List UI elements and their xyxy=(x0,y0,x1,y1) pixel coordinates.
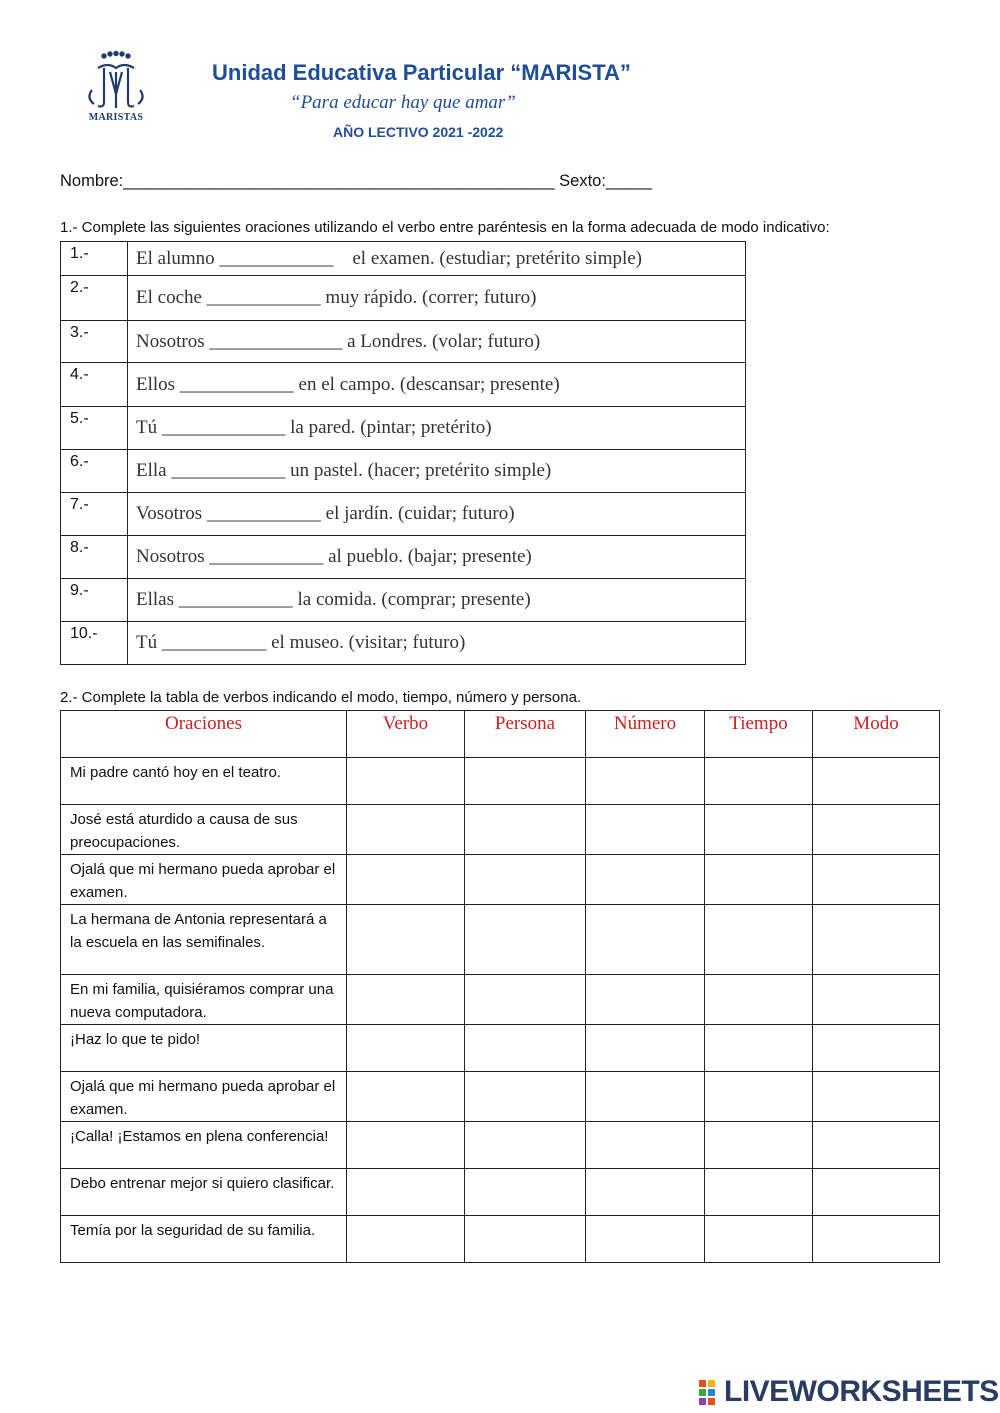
answer-cell-persona[interactable] xyxy=(465,805,586,855)
table-row xyxy=(61,975,940,1025)
fill-in-sentence[interactable]: El coche ____________ muy rápido. (correr; futuro) xyxy=(128,276,746,321)
answer-cell-verbo[interactable] xyxy=(347,1072,465,1122)
answer-cell-numero[interactable] xyxy=(586,1072,705,1122)
answer-cell-modo[interactable] xyxy=(813,1072,940,1122)
table-row xyxy=(61,805,940,855)
answer-cell-tiempo[interactable] xyxy=(705,905,813,975)
table-row xyxy=(61,579,746,622)
fill-in-sentence[interactable]: Ellos ____________ en el campo. (descansar; presente) xyxy=(128,363,746,407)
table-row xyxy=(61,242,746,276)
answer-cell-tiempo[interactable] xyxy=(705,1025,813,1072)
answer-cell-modo[interactable] xyxy=(813,1122,940,1169)
header-tiempo: Tiempo xyxy=(705,711,813,758)
table-row xyxy=(61,1169,940,1216)
fill-in-sentence[interactable]: El alumno ____________ el examen. (estudiar; pretérito simple) xyxy=(128,242,746,276)
item-number: 8.- xyxy=(61,536,128,579)
table-row xyxy=(61,1025,940,1072)
sentence-cell: ¡Haz lo que te pido! xyxy=(61,1025,347,1072)
table-row xyxy=(61,758,940,805)
table-header-row xyxy=(61,711,940,758)
answer-cell-numero[interactable] xyxy=(586,1025,705,1072)
answer-cell-modo[interactable] xyxy=(813,1216,940,1263)
fill-in-sentence[interactable]: Nosotros ______________ a Londres. (volar; futuro) xyxy=(128,321,746,363)
school-year: AÑO LECTIVO 2021 -2022 xyxy=(333,124,504,140)
answer-cell-verbo[interactable] xyxy=(347,1122,465,1169)
exercise-2-table xyxy=(60,710,940,1263)
table-row xyxy=(61,321,746,363)
answer-cell-tiempo[interactable] xyxy=(705,1122,813,1169)
sentence-cell: José está aturdido a causa de sus preocupaciones. xyxy=(61,805,347,855)
answer-cell-persona[interactable] xyxy=(465,1169,586,1216)
fill-in-sentence[interactable]: Nosotros ____________ al pueblo. (bajar; presente) xyxy=(128,536,746,579)
answer-cell-modo[interactable] xyxy=(813,1025,940,1072)
name-grade-line[interactable]: Nombre:_______________________________________________ Sexto:_____ xyxy=(60,172,652,190)
answer-cell-tiempo[interactable] xyxy=(705,1072,813,1122)
item-number: 4.- xyxy=(61,363,128,407)
exercise-1-table xyxy=(60,241,746,665)
answer-cell-persona[interactable] xyxy=(465,1025,586,1072)
answer-cell-persona[interactable] xyxy=(465,855,586,905)
table-row xyxy=(61,1216,940,1263)
answer-cell-persona[interactable] xyxy=(465,758,586,805)
answer-cell-verbo[interactable] xyxy=(347,855,465,905)
table-row xyxy=(61,450,746,493)
table-row xyxy=(61,276,746,321)
table-row xyxy=(61,407,746,450)
answer-cell-modo[interactable] xyxy=(813,1169,940,1216)
answer-cell-verbo[interactable] xyxy=(347,1025,465,1072)
answer-cell-tiempo[interactable] xyxy=(705,805,813,855)
answer-cell-modo[interactable] xyxy=(813,975,940,1025)
answer-cell-numero[interactable] xyxy=(586,1122,705,1169)
sentence-cell: En mi familia, quisiéramos comprar una nueva computadora. xyxy=(61,975,347,1025)
sentence-cell: La hermana de Antonia representará a la escuela en las semifinales. xyxy=(61,905,347,975)
answer-cell-persona[interactable] xyxy=(465,1072,586,1122)
school-motto: “Para educar hay que amar” xyxy=(290,92,516,113)
sentence-cell: Ojalá que mi hermano pueda aprobar el examen. xyxy=(61,1072,347,1122)
table-row xyxy=(61,1122,940,1169)
item-number: 10.- xyxy=(61,622,128,665)
answer-cell-persona[interactable] xyxy=(465,975,586,1025)
header-verbo: Verbo xyxy=(347,711,465,758)
exercise-2-instruction: 2.- Complete la tabla de verbos indicando el modo, tiempo, número y persona. xyxy=(60,689,582,706)
item-number: 2.- xyxy=(61,276,128,321)
liveworksheets-brand: LIVEWORKSHEETS xyxy=(724,1375,999,1408)
sentence-cell: Debo entrenar mejor si quiero clasificar. xyxy=(61,1169,347,1216)
answer-cell-verbo[interactable] xyxy=(347,805,465,855)
table-row xyxy=(61,622,746,665)
header-persona: Persona xyxy=(465,711,586,758)
fill-in-sentence[interactable]: Tú _____________ la pared. (pintar; pretérito) xyxy=(128,407,746,450)
answer-cell-numero[interactable] xyxy=(586,805,705,855)
header-oraciones: Oraciones xyxy=(61,711,347,758)
answer-cell-persona[interactable] xyxy=(465,905,586,975)
answer-cell-modo[interactable] xyxy=(813,905,940,975)
fill-in-sentence[interactable]: Ellas ____________ la comida. (comprar; presente) xyxy=(128,579,746,622)
item-number: 7.- xyxy=(61,493,128,536)
answer-cell-tiempo[interactable] xyxy=(705,1169,813,1216)
answer-cell-persona[interactable] xyxy=(465,1216,586,1263)
fill-in-sentence[interactable]: Vosotros ____________ el jardín. (cuidar; futuro) xyxy=(128,493,746,536)
sentence-cell: Ojalá que mi hermano pueda aprobar el examen. xyxy=(61,855,347,905)
liveworksheets-logo-icon xyxy=(698,1378,724,1406)
answer-cell-tiempo[interactable] xyxy=(705,855,813,905)
answer-cell-numero[interactable] xyxy=(586,855,705,905)
item-number: 5.- xyxy=(61,407,128,450)
answer-cell-modo[interactable] xyxy=(813,805,940,855)
fill-in-sentence[interactable]: Ella ____________ un pastel. (hacer; pretérito simple) xyxy=(128,450,746,493)
table-row xyxy=(61,536,746,579)
table-row xyxy=(61,493,746,536)
table-row xyxy=(61,1072,940,1122)
answer-cell-modo[interactable] xyxy=(813,855,940,905)
answer-cell-tiempo[interactable] xyxy=(705,975,813,1025)
answer-cell-modo[interactable] xyxy=(813,758,940,805)
sentence-cell: ¡Calla! ¡Estamos en plena conferencia! xyxy=(61,1122,347,1169)
answer-cell-numero[interactable] xyxy=(586,905,705,975)
item-number: 9.- xyxy=(61,579,128,622)
item-number: 6.- xyxy=(61,450,128,493)
answer-cell-verbo[interactable] xyxy=(347,975,465,1025)
answer-cell-verbo[interactable] xyxy=(347,758,465,805)
answer-cell-numero[interactable] xyxy=(586,975,705,1025)
answer-cell-tiempo[interactable] xyxy=(705,1216,813,1263)
answer-cell-verbo[interactable] xyxy=(347,1169,465,1216)
exercise-1-instruction: 1.- Complete las siguientes oraciones utilizando el verbo entre paréntesis en la forma adecuada de modo indicativo: xyxy=(60,219,830,236)
answer-cell-numero[interactable] xyxy=(586,758,705,805)
item-number: 3.- xyxy=(61,321,128,363)
answer-cell-numero[interactable] xyxy=(586,1216,705,1263)
school-name: Unidad Educativa Particular “MARISTA” xyxy=(212,60,631,85)
answer-cell-verbo[interactable] xyxy=(347,1216,465,1263)
sentence-cell: Mi padre cantó hoy en el teatro. xyxy=(61,758,347,805)
fill-in-sentence[interactable]: Tú ___________ el museo. (visitar; futuro) xyxy=(128,622,746,665)
table-row xyxy=(61,905,940,975)
answer-cell-numero[interactable] xyxy=(586,1169,705,1216)
sentence-cell: Temía por la seguridad de su familia. xyxy=(61,1216,347,1263)
answer-cell-tiempo[interactable] xyxy=(705,758,813,805)
item-number: 1.- xyxy=(61,242,128,276)
header-modo: Modo xyxy=(813,711,940,758)
answer-cell-verbo[interactable] xyxy=(347,905,465,975)
logo-caption: MARISTAS xyxy=(88,112,144,123)
answer-cell-persona[interactable] xyxy=(465,1122,586,1169)
table-row xyxy=(61,363,746,407)
table-row xyxy=(61,855,940,905)
header-numero: Número xyxy=(586,711,705,758)
